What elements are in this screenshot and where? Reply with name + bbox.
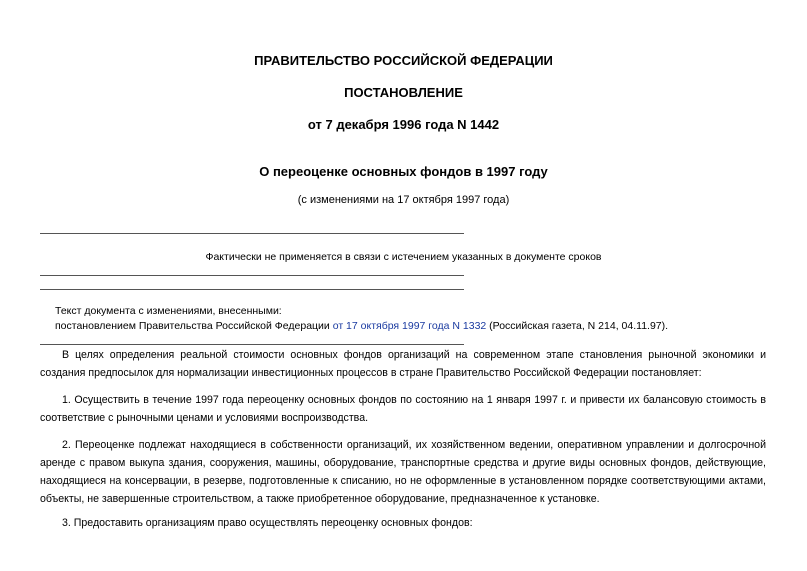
changes-intro: Текст документа с изменениями, внесенными: <box>55 305 282 317</box>
amendment-note: (с изменениями на 17 октября 1997 года) <box>297 194 510 206</box>
divider-middle-1 <box>40 275 464 276</box>
changes-source <box>55 319 775 334</box>
preamble-paragraph: В целях определения реальной стоимости основных фондов организаций на современном этапе становления рыночной экономики и создания предпосылок для нормализации инвестиционных процессов в стране Правительство Российской Федерации постановляет: <box>40 349 766 379</box>
paragraph-3: 3. Предоставить организациям право осуществлять переоценку основных фондов: <box>62 517 473 529</box>
government-heading: ПРАВИТЕЛЬСТВО РОССИЙСКОЙ ФЕДЕРАЦИИ <box>254 53 553 68</box>
changes-suffix: (Российская газета, N 214, 04.11.97). <box>486 320 669 332</box>
document-type-heading: ПОСТАНОВЛЕНИЕ <box>344 85 463 100</box>
divider-top <box>40 233 464 234</box>
changes-prefix: постановлением Правительства Российской Федерации <box>55 320 333 332</box>
paragraph-2: 2. Переоценке подлежат находящиеся в собственности организаций, их хозяйственном ведении, оперативном управлении и долгосрочной аренде с правом выкупа здания, сооружения, машины, оборудование, транспортные средства и другие виды основных фондов, действующие, находящиеся на консервации, в резерве, подготовленные к списанию, но не оформленные в установленном порядке соответствующими актами, объекты, не завершенные строительством, а также приобретенное оборудование, предназначенное к установке. <box>40 439 766 505</box>
divider-bottom <box>40 344 464 345</box>
divider-middle-2 <box>40 289 464 290</box>
document-title: О переоценке основных фондов в 1997 году <box>259 164 548 179</box>
amendment-link[interactable]: от 17 октября 1997 года N 1332 <box>332 320 487 332</box>
changes-block <box>55 304 775 334</box>
applicability-notice: Фактически не применяется в связи с истечением указанных в документе сроков <box>205 251 602 263</box>
document-date-number: от 7 декабря 1996 года N 1442 <box>307 117 500 132</box>
paragraph-1: 1. Осуществить в течение 1997 года переоценку основных фондов по состоянию на 1 января 1997 г. и привести их балансовую стоимость в соответствие с рыночными ценами и условиями воспроизводства. <box>40 394 766 424</box>
